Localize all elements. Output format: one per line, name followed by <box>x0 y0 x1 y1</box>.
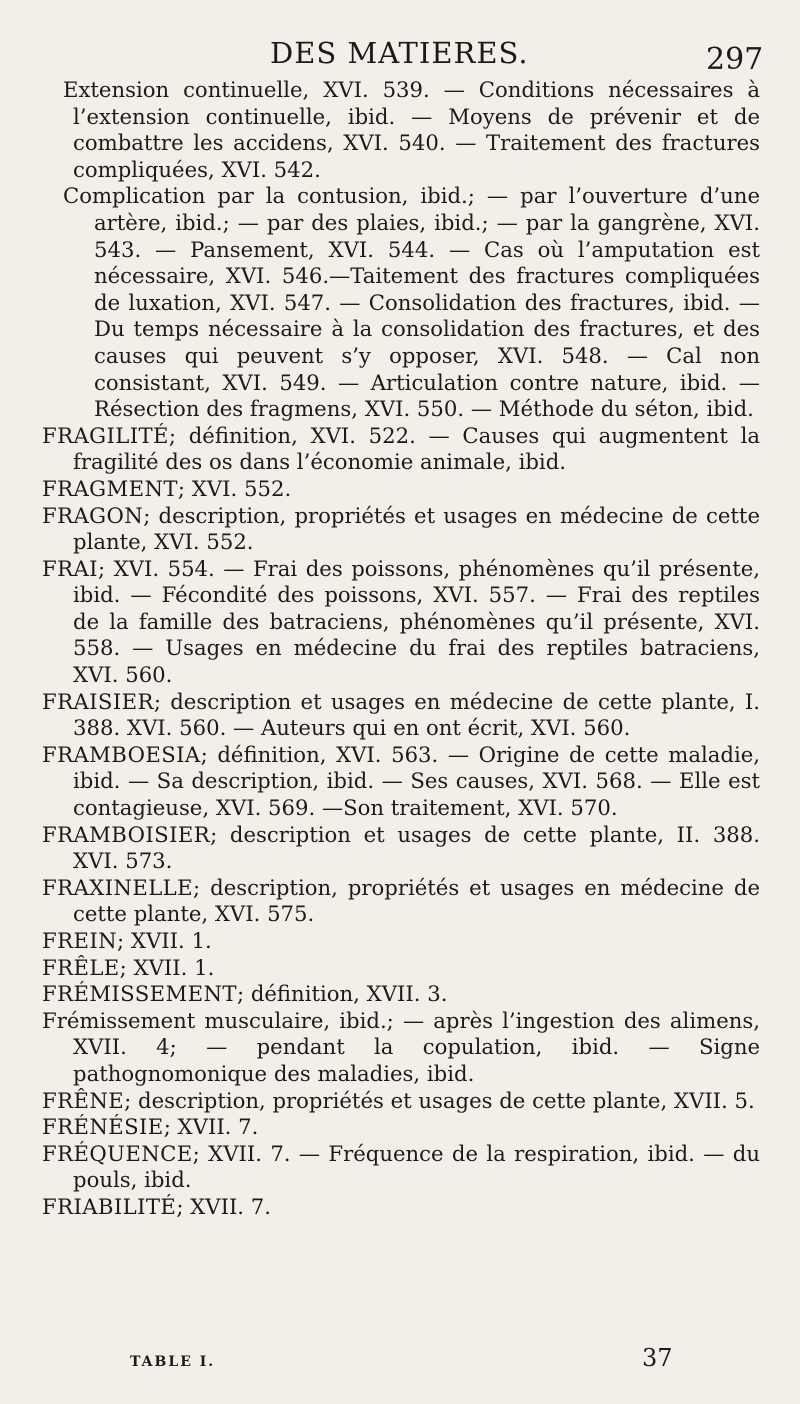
index-entry <box>42 77 760 183</box>
entry-head: FRÉNÉSIE <box>42 1114 164 1140</box>
entry-text: ; XVII. 7. <box>176 1193 271 1219</box>
entry-text: ; XVII. 7. — Fréquence de la respiration, ibid. — du pouls, ibid. <box>73 1140 760 1193</box>
entry-head: FREIN <box>42 928 118 953</box>
entry-text: Frémissement musculaire, ibid.; — après l’ingestion des alimens, XVII. 4; — pendant la copulation, ibid. — Signe pathognomonique des maladies, ibid. <box>42 1007 760 1086</box>
entry-text: ; XVI. 552. <box>177 475 292 501</box>
entry-text: ; XVII. 1. <box>119 954 215 980</box>
entry-head: FRIABILITÉ <box>42 1193 177 1219</box>
index-entry <box>42 1141 760 1194</box>
index-entry <box>42 1088 760 1115</box>
entry-text: ; XVII. 7. <box>163 1114 259 1140</box>
entry-text: ; description et usages de cette plante, II. 388. XVI. 573. <box>73 821 760 874</box>
index-entry <box>42 742 760 822</box>
entry-head: FRAGILITÉ <box>42 422 169 448</box>
entry-text: ; description, propriétés et usages en médecine de cette plante, XVI. 575. <box>73 874 760 927</box>
index-entry <box>42 556 760 689</box>
entry-head: FRÊNE <box>42 1087 125 1113</box>
entry-text: ; définition, XVII. 3. <box>236 981 448 1007</box>
index-entry <box>42 1008 760 1088</box>
index-entry <box>42 423 760 476</box>
folio-number: 37 <box>642 1344 673 1372</box>
entry-head: FRÉQUENCE <box>42 1140 193 1166</box>
entry-text: ; description, propriétés et usages en médecine de cette plante, XVI. 552. <box>73 502 760 555</box>
entry-head: FRAGON <box>42 502 144 528</box>
index-entry <box>42 955 760 982</box>
index-entry <box>42 689 760 742</box>
page-number: 297 <box>706 42 764 77</box>
running-title: DES MATIERES. <box>270 36 529 70</box>
index-entry <box>42 822 760 875</box>
entry-head: FRAI <box>42 555 98 581</box>
index-entry <box>42 928 760 955</box>
entry-text: ; XVI. 554. — Frai des poissons, phénomènes qu’il présente, ibid. — Fécondité des poissons, XVI. 557. — Frai des reptiles de la famille des batraciens, phénomènes qu’il présente, XVI. 558. — Usages en médecine du frai des reptiles batraciens, XVI. 560. <box>73 555 760 688</box>
entry-text: ; description, propriétés et usages de cette plante, XVII. 5. <box>124 1087 755 1113</box>
entry-head: FRAISIER <box>42 688 154 714</box>
index-entries <box>42 77 760 1221</box>
entry-text: ; XVII. 1. <box>117 928 212 953</box>
entry-head: FRÉMISSEMENT <box>42 981 237 1007</box>
index-entry <box>42 1194 760 1221</box>
entry-head: FRAMBOESIA <box>42 741 201 767</box>
entry-text: ; définition, XVI. 563. — Origine de cette maladie, ibid. — Sa description, ibid. — Ses causes, XVI. 568. — Elle est contagieuse, XVI. 569. —Son traitement, XVI. 570. <box>73 741 760 821</box>
index-entry <box>42 981 760 1008</box>
page-header <box>0 22 800 77</box>
signature-mark: TABLE I. <box>130 1354 216 1370</box>
entry-head: FRÊLE <box>42 954 120 980</box>
index-entry <box>42 875 760 928</box>
index-entry <box>42 476 760 503</box>
index-entry <box>42 1114 760 1141</box>
entry-head: FRAMBOISIER <box>42 821 211 847</box>
entry-text: ; description et usages en médecine de cette plante, I. 388. XVI. 560. — Auteurs qui en ont écrit, XVI. 560. <box>73 688 760 741</box>
entry-text: ; définition, XVI. 522. — Causes qui augmentent la fragilité des os dans l’économie animale, ibid. <box>73 422 760 475</box>
entry-head: FRAXINELLE <box>42 874 194 900</box>
entry-head: FRAGMENT <box>42 475 178 501</box>
page-footer <box>0 1340 800 1380</box>
entry-text: Extension continuelle, XVI. 539. — Conditions nécessaires à l’extension continuelle, ibid. — Moyens de prévenir et de combattre les accidens, XVI. 540. — Traitement des fractures compliquées, XVI. 542. <box>63 77 760 182</box>
index-entry <box>42 503 760 556</box>
index-entry <box>42 183 760 422</box>
entry-text: Complication par la contusion, ibid.; — par l’ouverture d’une artère, ibid.; — par des plaies, ibid.; — par la gangrène, XVI. 543. — Pansement, XVI. 544. — Cas où l’amputation est nécessaire, XVI. 546.—Taitement des fractures compliquées de luxation, XVI. 547. — Consolidation des fractures, ibid. — Du temps nécessaire à la consolidation des fractures, et des causes qui peuvent s’y opposer, XVI. 548. — Cal non consistant, XVI. 549. — Articulation contre nature, ibid. — Résection des fragmens, XVI. 550. — Méthode du séton, ibid. <box>63 183 760 422</box>
